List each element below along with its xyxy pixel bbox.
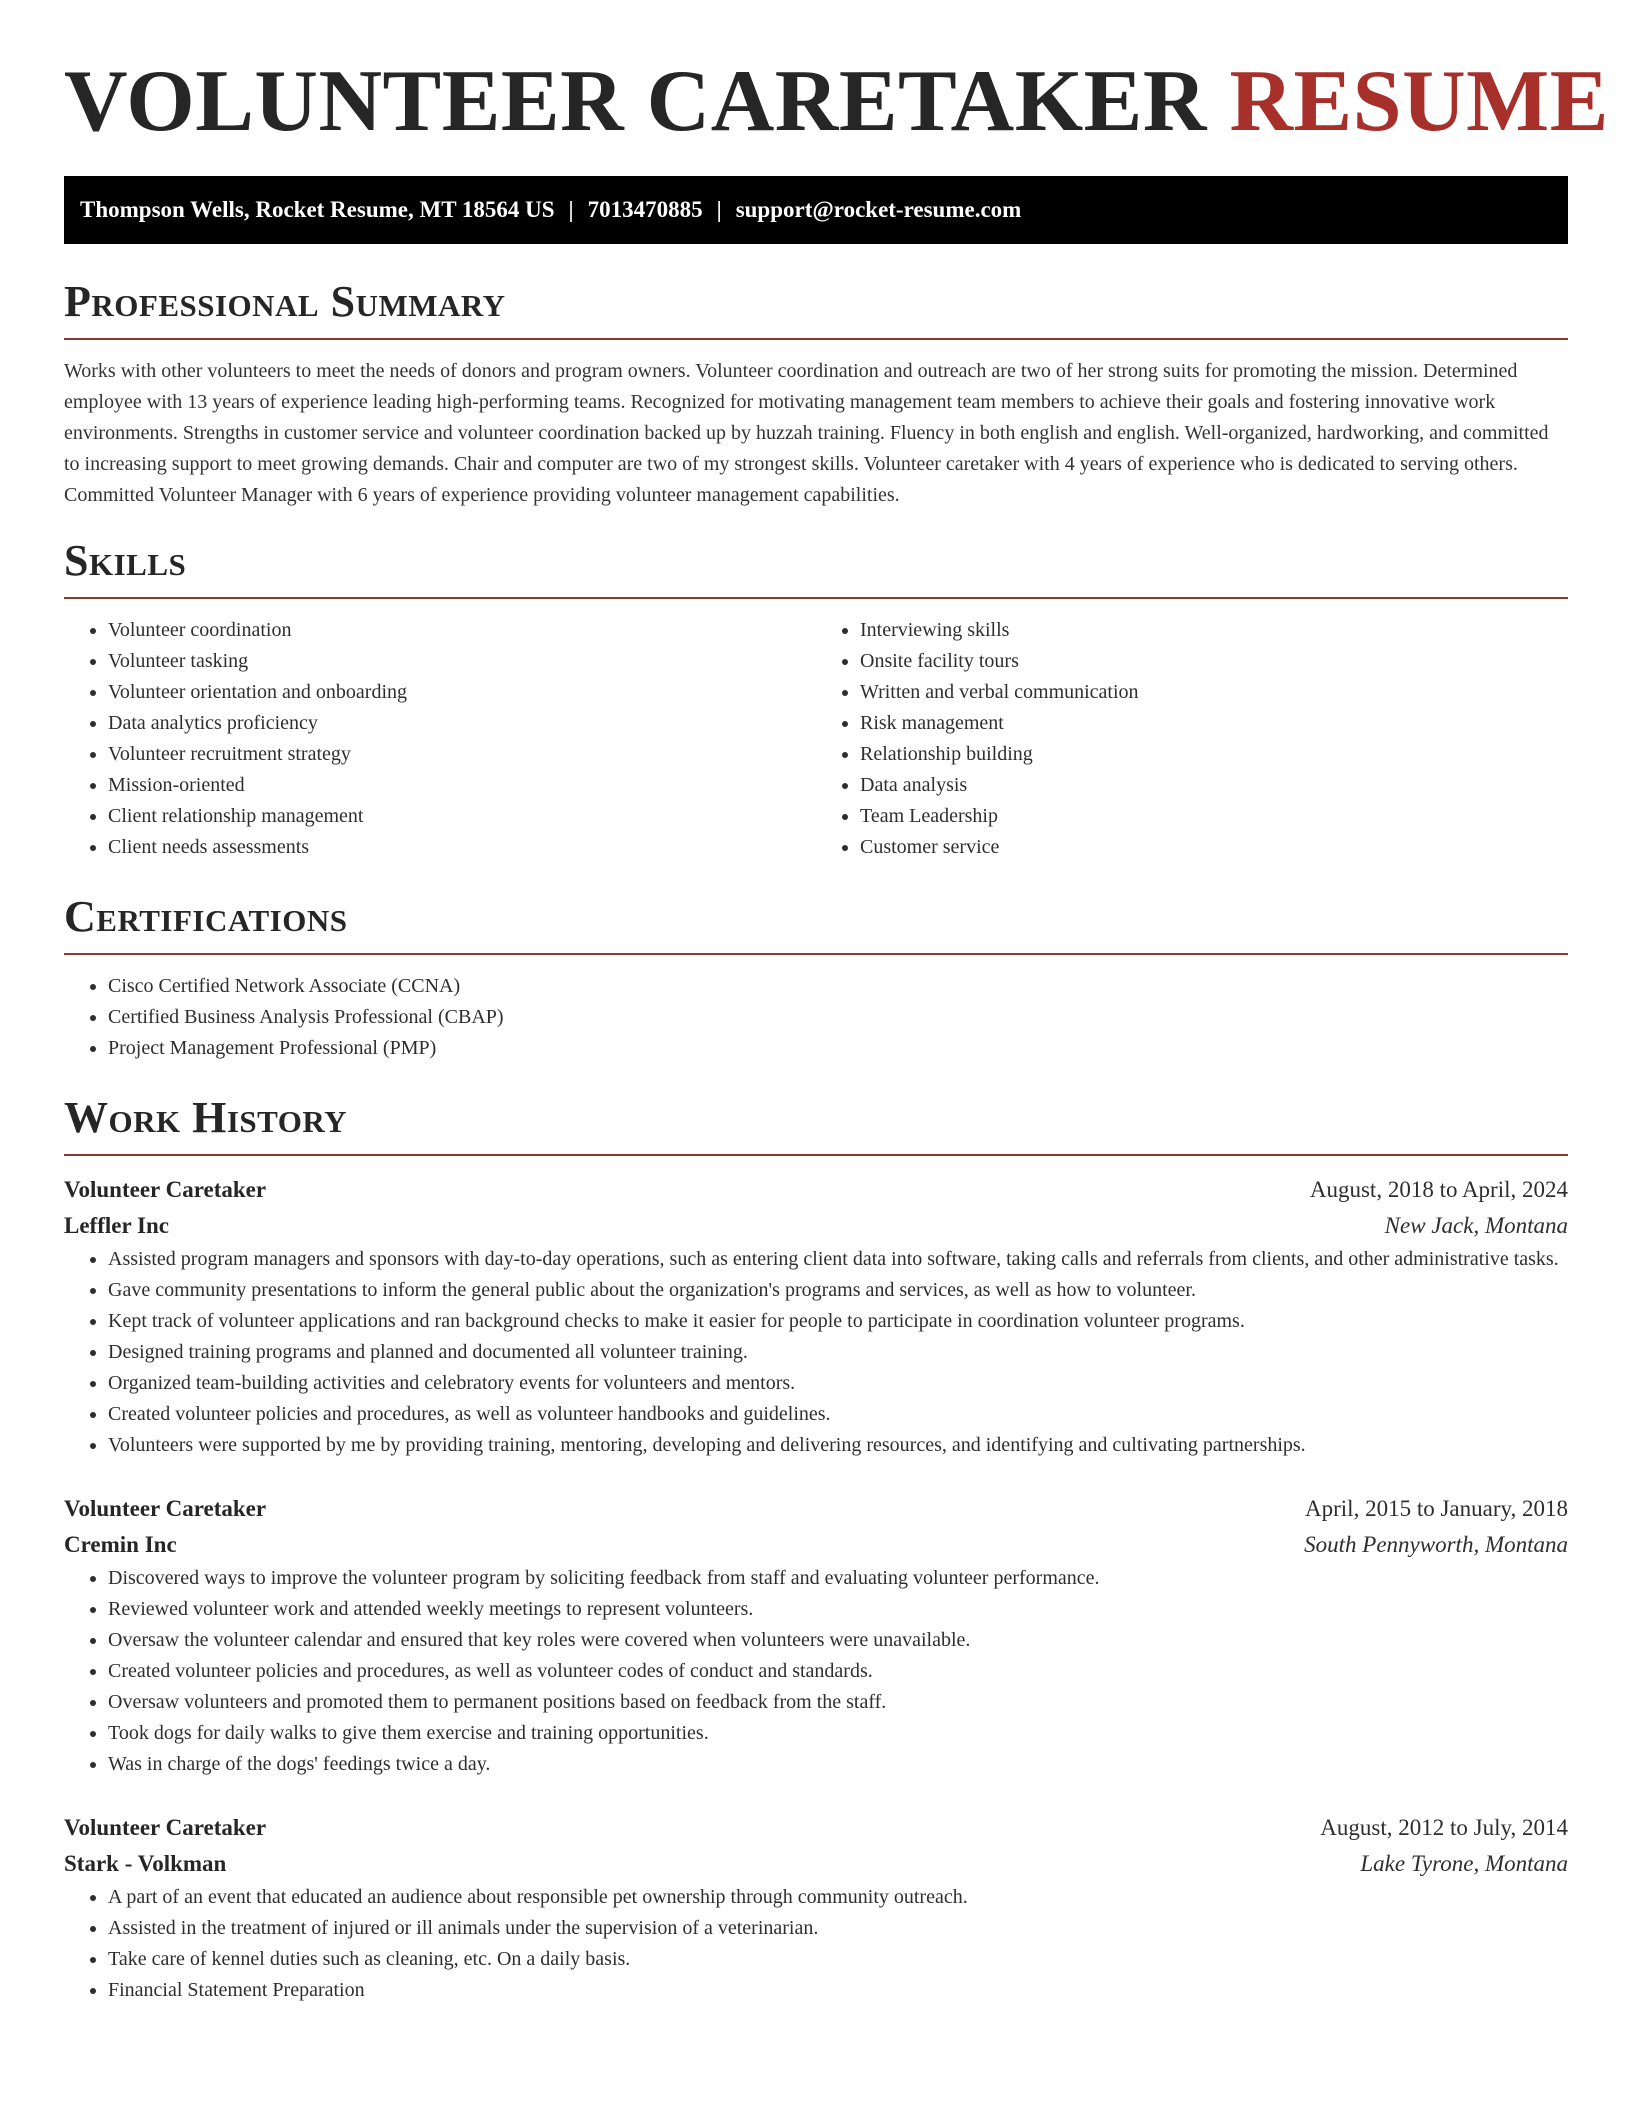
work-history-section <box>64 1092 1568 2006</box>
job-location: Lake Tyrone, Montana <box>1360 1851 1568 1876</box>
job-header-row <box>64 1491 1568 1527</box>
section-divider <box>64 953 1568 955</box>
job-duty: • Kept track of volunteer applications and ran background checks to make it easier for people to participate in coordination volunteer programs. <box>108 1306 1568 1337</box>
section-divider <box>64 1154 1568 1156</box>
job-company: Cremin Inc <box>64 1532 177 1557</box>
certifications-list <box>64 971 1568 1064</box>
skill-item: • Mission-oriented <box>108 770 816 801</box>
job-duty: • A part of an event that educated an audience about responsible pet ownership through community outreach. <box>108 1882 1568 1913</box>
section-divider <box>64 338 1568 340</box>
summary-text: Works with other volunteers to meet the needs of donors and program owners. Volunteer coordination and outreach are two of her strong suits for promoting the mission. Determined employee with 13 years of experience leading high-performing teams. Recognized for motivating management team members to achieve their goals and fostering innovative work environments. Strengths in customer service and volunteer coordination backed up by huzzah training. Fluency in both english and english. Well-organized, hardworking, and committed to increasing support to meet growing demands. Chair and computer are two of my strongest skills. Volunteer caretaker with 4 years of experience who is dedicated to serving others. Committed Volunteer Manager with 6 years of experience providing volunteer management capabilities. <box>64 360 1549 506</box>
job-title: Volunteer Caretaker <box>64 1496 267 1521</box>
resume-title <box>64 0 1609 152</box>
job-duties-list <box>64 1244 1568 1461</box>
skill-item: • Data analytics proficiency <box>108 708 816 739</box>
contact-phone: 7013470885 <box>587 197 703 222</box>
job-duty: • Was in charge of the dogs' feedings twice a day. <box>108 1749 1568 1780</box>
title-accent: RESUME <box>1229 53 1609 150</box>
certifications-section <box>64 891 1568 1064</box>
title-main: VOLUNTEER CARETAKER <box>64 53 1207 150</box>
skill-item: • Written and verbal communication <box>860 677 1568 708</box>
job-location: South Pennyworth, Montana <box>1304 1532 1568 1557</box>
contact-bar <box>64 176 1568 244</box>
job-dates: April, 2015 to January, 2018 <box>1305 1496 1568 1521</box>
job-header-row <box>64 1172 1568 1208</box>
skill-item: • Customer service <box>860 832 1568 863</box>
skills-grid <box>64 615 1568 863</box>
job-duties-list <box>64 1882 1568 2006</box>
job-duty: • Take care of kennel duties such as cleaning, etc. On a daily basis. <box>108 1944 1568 1975</box>
job-entry <box>64 1172 1568 1461</box>
job-duty: • Created volunteer policies and procedures, as well as volunteer codes of conduct and standards. <box>108 1656 1568 1687</box>
job-company-row <box>64 1846 1568 1882</box>
job-duty: • Created volunteer policies and procedures, as well as volunteer handbooks and guidelines. <box>108 1399 1568 1430</box>
job-duty: • Financial Statement Preparation <box>108 1975 1568 2006</box>
job-duties-list <box>64 1563 1568 1780</box>
skill-item: • Client relationship management <box>108 801 816 832</box>
certification-item: • Cisco Certified Network Associate (CCNA) <box>108 971 1568 1002</box>
contact-separator: | <box>716 197 722 222</box>
skill-item: • Volunteer orientation and onboarding <box>108 677 816 708</box>
contact-separator: | <box>568 197 574 222</box>
skill-item: • Volunteer recruitment strategy <box>108 739 816 770</box>
skill-item: • Volunteer tasking <box>108 646 816 677</box>
skills-section <box>64 535 1568 863</box>
job-duty: • Designed training programs and planned and documented all volunteer training. <box>108 1337 1568 1368</box>
skill-item: • Volunteer coordination <box>108 615 816 646</box>
contact-email[interactable]: support@rocket-resume.com <box>735 197 1022 222</box>
job-duty: • Organized team-building activities and celebratory events for volunteers and mentors. <box>108 1368 1568 1399</box>
job-title: Volunteer Caretaker <box>64 1815 267 1840</box>
skill-item: • Client needs assessments <box>108 832 816 863</box>
contact-address: Thompson Wells, Rocket Resume, MT 18564 US <box>80 197 555 222</box>
job-duty: • Oversaw volunteers and promoted them to permanent positions based on feedback from the staff. <box>108 1687 1568 1718</box>
job-company: Leffler Inc <box>64 1213 169 1238</box>
job-duty: • Took dogs for daily walks to give them exercise and training opportunities. <box>108 1718 1568 1749</box>
summary-section <box>64 276 1568 511</box>
certification-item: • Project Management Professional (PMP) <box>108 1033 1568 1064</box>
job-duty: • Volunteers were supported by me by providing training, mentoring, developing and delivering resources, and identifying and cultivating partnerships. <box>108 1430 1568 1461</box>
job-dates: August, 2012 to July, 2014 <box>1320 1815 1568 1840</box>
job-duty: • Gave community presentations to inform the general public about the organization's programs and services, as well as how to volunteer. <box>108 1275 1568 1306</box>
summary-heading: Professional Summary <box>64 277 506 326</box>
job-title: Volunteer Caretaker <box>64 1177 267 1202</box>
job-duty: • Oversaw the volunteer calendar and ensured that key roles were covered when volunteers were unavailable. <box>108 1625 1568 1656</box>
certification-item: • Certified Business Analysis Professional (CBAP) <box>108 1002 1568 1033</box>
job-duty: • Assisted program managers and sponsors with day-to-day operations, such as entering client data into software, taking calls and referrals from clients, and other administrative tasks. <box>108 1244 1568 1275</box>
skill-item: • Team Leadership <box>860 801 1568 832</box>
job-duty: • Assisted in the treatment of injured or ill animals under the supervision of a veterinarian. <box>108 1913 1568 1944</box>
skills-list-right <box>816 615 1568 863</box>
skill-item: • Relationship building <box>860 739 1568 770</box>
job-header-row <box>64 1810 1568 1846</box>
skill-item: • Interviewing skills <box>860 615 1568 646</box>
skills-list-left <box>64 615 816 863</box>
work-history-heading: Work History <box>64 1093 348 1142</box>
job-company: Stark - Volkman <box>64 1851 227 1876</box>
job-duty: • Discovered ways to improve the volunteer program by soliciting feedback from staff and evaluating volunteer performance. <box>108 1563 1568 1594</box>
certifications-heading: Certifications <box>64 892 348 941</box>
job-entry <box>64 1810 1568 2006</box>
skills-heading: Skills <box>64 536 187 585</box>
section-divider <box>64 597 1568 599</box>
skill-item: • Risk management <box>860 708 1568 739</box>
job-company-row <box>64 1527 1568 1563</box>
skill-item: • Data analysis <box>860 770 1568 801</box>
job-company-row <box>64 1208 1568 1244</box>
job-dates: August, 2018 to April, 2024 <box>1309 1177 1568 1202</box>
skill-item: • Onsite facility tours <box>860 646 1568 677</box>
job-duty: • Reviewed volunteer work and attended weekly meetings to represent volunteers. <box>108 1594 1568 1625</box>
job-location: New Jack, Montana <box>1384 1213 1568 1238</box>
job-entry <box>64 1491 1568 1780</box>
